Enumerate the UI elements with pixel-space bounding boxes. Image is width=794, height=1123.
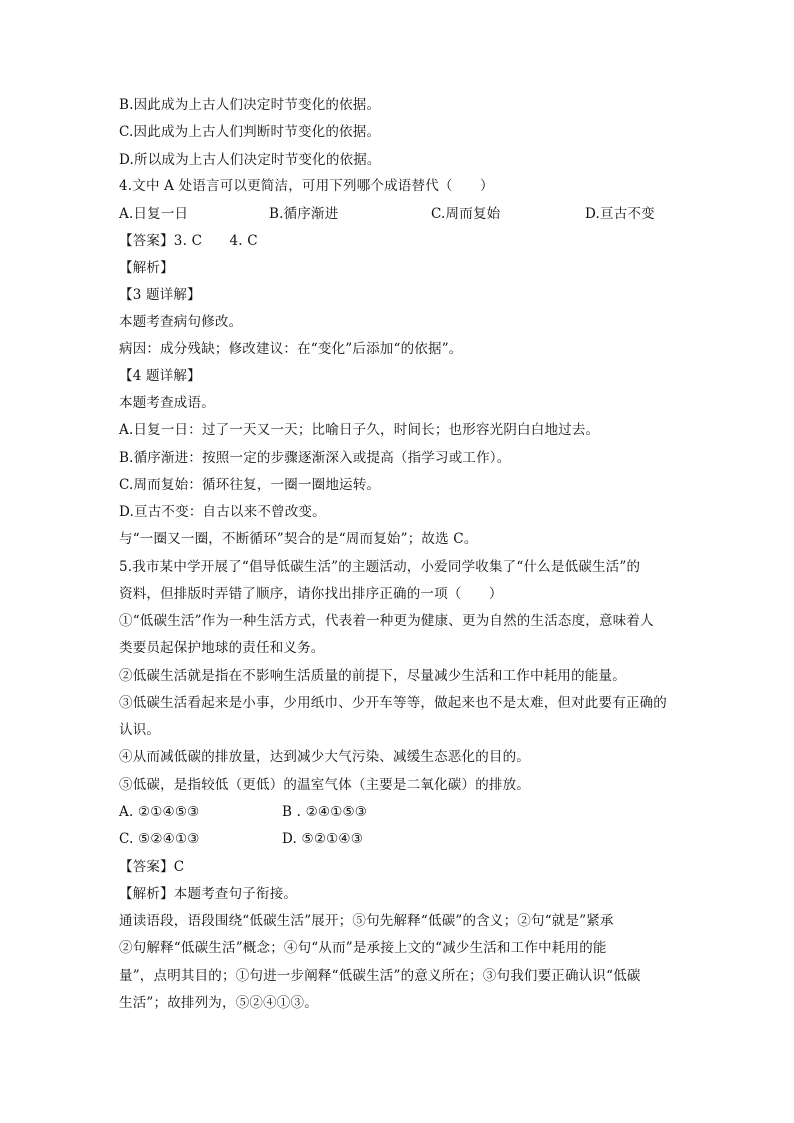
q5-option-b: B . ②④①⑤③ xyxy=(282,804,368,820)
q3-detail-line1: 本题考查病句修改。 xyxy=(119,314,243,330)
q5-option-a: A. ②①④⑤③ xyxy=(119,804,200,820)
q5-option-c: C. ⑤②④①③ xyxy=(119,831,200,847)
q4-detail-line: A.日复一日：过了一天又一天；比喻日子久，时间长；也形容光阴白白地过去。 xyxy=(119,422,600,438)
q4-option-c: C.周而复始 xyxy=(431,206,501,222)
q4-option-d: D.亘古不变 xyxy=(585,206,655,222)
q4-detail-header: 【4 题详解】 xyxy=(119,368,201,384)
q4-detail-line: D.亘古不变：自古以来不曾改变。 xyxy=(119,504,326,520)
q5-analysis-line: ②句解释“低碳生活”概念；④句“从而”是承接上文的“减少生活和工作中耗用的能 xyxy=(119,940,607,956)
q4-option-b: B.循序渐进 xyxy=(269,206,339,222)
q4-detail-line: 本题考查成语。 xyxy=(119,395,215,411)
q5-sentence: ③低碳生活看起来是小事，少用纸巾、少开车等等，做起来也不是太难，但对此要有正确的 xyxy=(119,695,667,711)
q5-sentence: 类要员起保护地球的责任和义务。 xyxy=(119,640,325,656)
q2-option-c: C.因此成为上古人们判断时节变化的依据。 xyxy=(119,124,381,140)
q3-detail-header: 【3 题详解】 xyxy=(119,287,201,303)
q5-analysis-line: 生活”；故排列为，⑤②④①③。 xyxy=(119,995,318,1011)
q5-stem-line: 资料，但排版时弄错了顺序，请你找出排序正确的一项（ ） xyxy=(119,586,503,602)
q5-sentence: ②低碳生活就是指在不影响生活质量的前提下，尽量减少生活和工作中耗用的能量。 xyxy=(119,668,626,684)
q5-analysis-line: 【解析】本题考查句子衔接。 xyxy=(119,886,298,902)
q5-sentence: ①“低碳生活”作为一种生活方式，代表着一种更为健康、更为自然的生活态度，意味着人 xyxy=(119,613,654,629)
q4-detail-line: C.周而复始：循环往复，一圈一圈地运转。 xyxy=(119,477,381,493)
q5-analysis-line: 通读语段，语段围绕“低碳生活”展开；⑤句先解释“低碳”的含义；②句“就是”紧承 xyxy=(119,913,614,929)
q5-sentence: ⑤低碳，是指较低（更低）的温室气体（主要是二氧化碳）的排放。 xyxy=(119,777,530,793)
jiexi-label: 【解析】 xyxy=(119,260,174,276)
q2-option-b: B.因此成为上古人们决定时节变化的依据。 xyxy=(119,97,381,113)
q2-option-d: D.所以成为上古人们决定时节变化的依据。 xyxy=(119,152,381,168)
q3-detail-line2: 病因：成分残缺；修改建议：在“变化”后添加“的依据”。 xyxy=(119,341,463,357)
q4-detail-line: B.循序渐进：按照一定的步骤逐渐深入或提高（指学习或工作）。 xyxy=(119,450,511,466)
q5-option-d: D. ⑤②①④③ xyxy=(282,831,364,847)
q5-stem-line: 5.我市某中学开展了“倡导低碳生活”的主题活动，小爱同学收集了“什么是低碳生活”的 xyxy=(119,559,641,575)
q5-sentence: 认识。 xyxy=(119,722,161,738)
q5-sentence: ④从而减低碳的排放量，达到减少大气污染、减缓生态恶化的目的。 xyxy=(119,749,530,765)
q4-detail-line: 与“一圈又一圈，不断循环”契合的是“周而复始”；故选 C。 xyxy=(119,531,478,547)
q4-stem: 4.文中 A 处语言可以更简洁，可用下列哪个成语替代（ ） xyxy=(119,178,494,194)
q4-option-a: A.日复一日 xyxy=(119,206,189,222)
answer-3-4: 【答案】3. C 4. C xyxy=(119,233,258,249)
q5-answer: 【答案】C xyxy=(119,859,185,875)
q5-analysis-line: 量”，点明其目的；①句进一步阐释“低碳生活”的意义所在；③句我们要正确认识“低碳 xyxy=(119,968,641,984)
